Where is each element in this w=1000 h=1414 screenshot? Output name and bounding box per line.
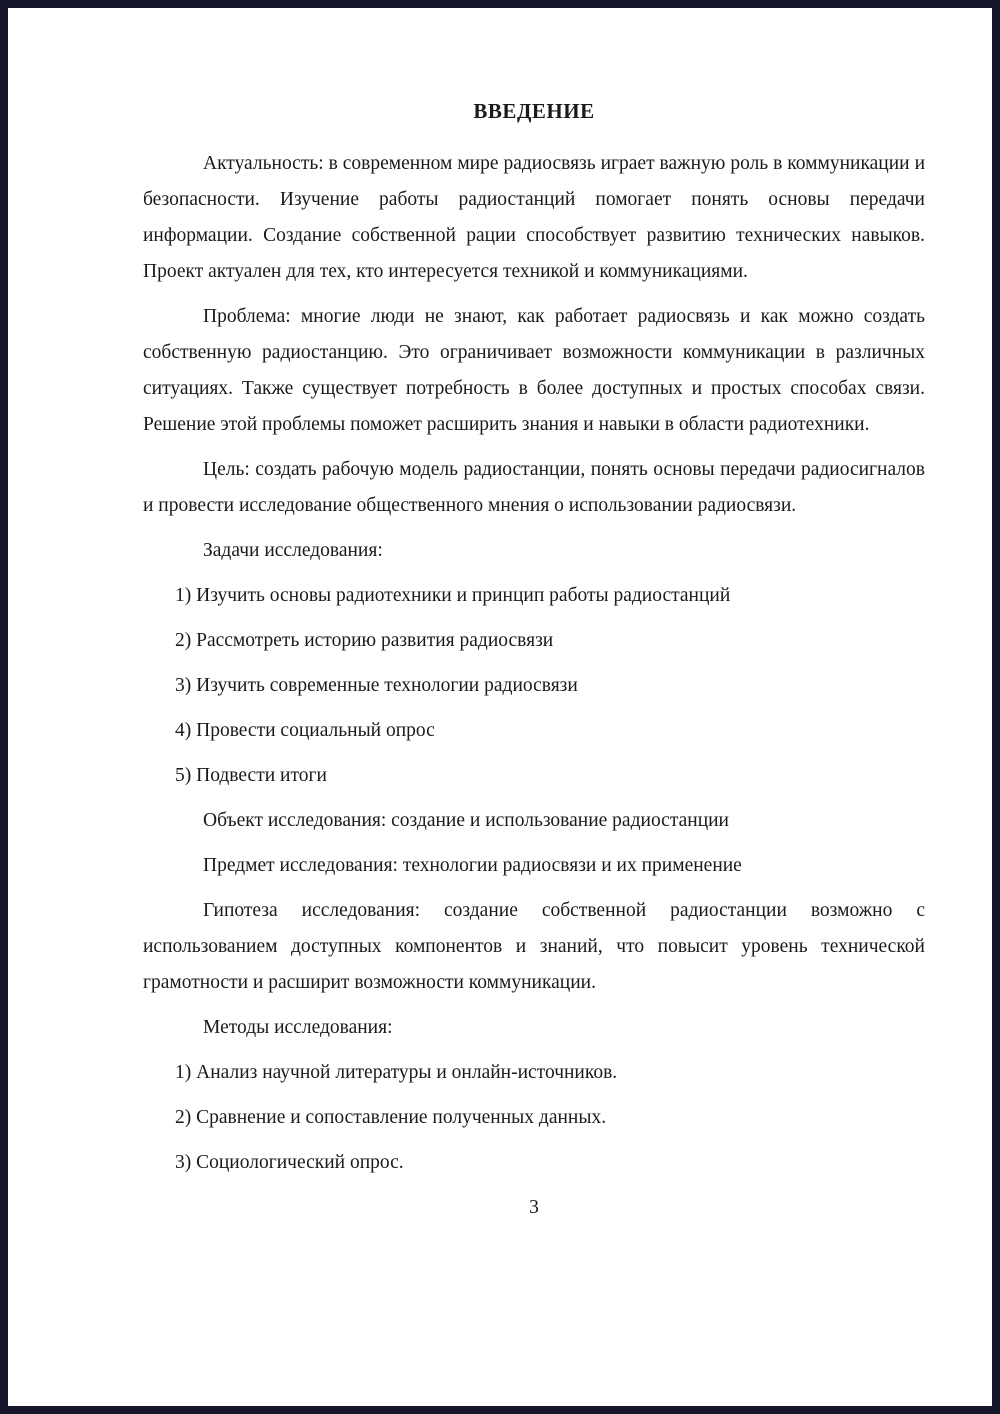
task-item-5: 5) Подвести итоги	[175, 765, 327, 786]
task-item-1: 1) Изучить основы радиотехники и принцип работы радиостанций	[175, 585, 731, 606]
methods-heading: Методы исследования:	[203, 1017, 393, 1038]
paragraph-relevance: Актуальность: в современном мире радиосвязь играет важную роль в коммуникации и безопасности. Изучение работы радиостанций помогает понять основы передачи информации. Создание собственной рации способствует развитию технических навыков. Проект актуален для тех, кто интересуется техникой и коммуникациями.	[143, 153, 925, 282]
paragraph-problem: Проблема: многие люди не знают, как работает радиосвязь и как можно создать собственную радиостанцию. Это ограничивает возможности коммуникации в различных ситуациях. Также существует потребность в более доступных и простых способах связи. Решение этой проблемы поможет расширить знания и навыки в области радиотехники.	[143, 306, 925, 435]
method-item-3: 3) Социологический опрос.	[175, 1152, 404, 1173]
paragraph-hypothesis: Гипотеза исследования: создание собственной радиостанции возможно с использованием доступных компонентов и знаний, что повысит уровень технической грамотности и расширит возможности коммуникации.	[143, 900, 925, 993]
page-title: ВВЕДЕНИЕ	[473, 99, 595, 123]
task-item-2: 2) Рассмотреть историю развития радиосвязи	[175, 630, 554, 651]
task-item-3: 3) Изучить современные технологии радиосвязи	[175, 675, 578, 696]
paragraph-object: Объект исследования: создание и использование радиостанции	[203, 810, 729, 831]
tasks-heading: Задачи исследования:	[203, 540, 383, 561]
method-item-1: 1) Анализ научной литературы и онлайн-источников.	[175, 1062, 618, 1083]
paragraph-goal: Цель: создать рабочую модель радиостанции, понять основы передачи радиосигналов и провести исследование общественного мнения о использовании радиосвязи.	[143, 459, 925, 516]
paragraph-subject: Предмет исследования: технологии радиосвязи и их применение	[203, 855, 742, 876]
task-item-4: 4) Провести социальный опрос	[175, 720, 435, 741]
page-number: 3	[529, 1197, 539, 1218]
method-item-2: 2) Сравнение и сопоставление полученных данных.	[175, 1107, 607, 1128]
